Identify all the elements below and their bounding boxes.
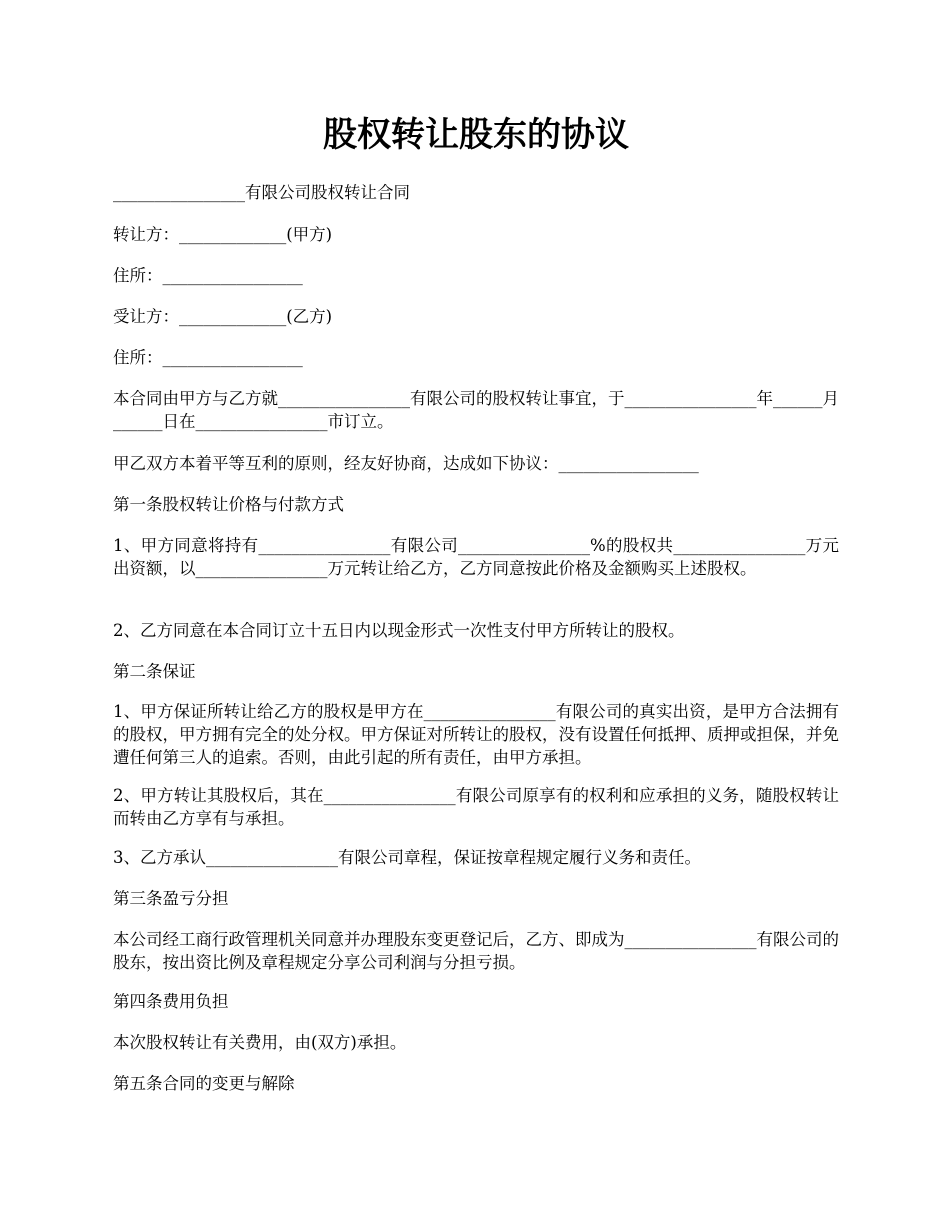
transferor-address-line: 住所：_________________ (113, 266, 303, 285)
article-4-paragraph: 本次股权转让有关费用，由(双方)承担。 (113, 1033, 407, 1052)
article-2-clause-2: 2、甲方转让其股权后，其在________________有限公司原享有的权利和应承担的义务，随股权转让而转由乙方享有与承担。 (113, 786, 839, 828)
transferee-line: 受让方：_____________(乙方) (113, 307, 333, 326)
contract-heading-line: ________________有限公司股权转让合同 (113, 183, 410, 202)
article-5-heading: 第五条合同的变更与解除 (113, 1074, 295, 1093)
article-2-heading: 第二条保证 (113, 662, 196, 681)
article-3-paragraph: 本公司经工商行政管理机关同意并办理股东变更登记后，乙方、即成为________________有限公司的股东，按出资比例及章程规定分享公司利润与分担亏损。 (113, 930, 839, 972)
article-1-heading: 第一条股权转让价格与付款方式 (113, 495, 344, 514)
transferee-address-line: 住所：_________________ (113, 348, 303, 367)
article-4-heading: 第四条费用负担 (113, 992, 229, 1011)
preamble-paragraph: 本合同由甲方与乙方就________________有限公司的股权转让事宜，于________________年______月______日在________________市订立。 (113, 389, 839, 431)
article-2-clause-3: 3、乙方承认________________有限公司章程，保证按章程规定履行义务和责任。 (113, 848, 701, 867)
article-2-clause-1: 1、甲方保证所转让给乙方的股权是甲方在________________有限公司的真实出资，是甲方合法拥有的股权，甲方拥有完全的处分权。甲方保证对所转让的股权，没有设置任何抵押、质押或担保，并免遭任何第三人的追索。否则，由此引起的所有责任，由甲方承担。 (113, 702, 839, 767)
transferor-line: 转让方：_____________(甲方) (113, 225, 333, 244)
article-1-clause-1: 1、甲方同意将持有________________有限公司________________%的股权共________________万元出资额，以________________万元转让给乙方，乙方同意按此价格及金额购买上述股权。 (113, 536, 839, 578)
document-title: 股权转让股东的协议 (323, 115, 629, 155)
agreement-intro-paragraph: 甲乙双方本着平等互利的原则，经友好协商，达成如下协议：_________________ (113, 454, 699, 473)
article-1-clause-2: 2、乙方同意在本合同订立十五日内以现金形式一次性支付甲方所转让的股权。 (113, 621, 685, 640)
article-3-heading: 第三条盈亏分担 (113, 889, 229, 908)
